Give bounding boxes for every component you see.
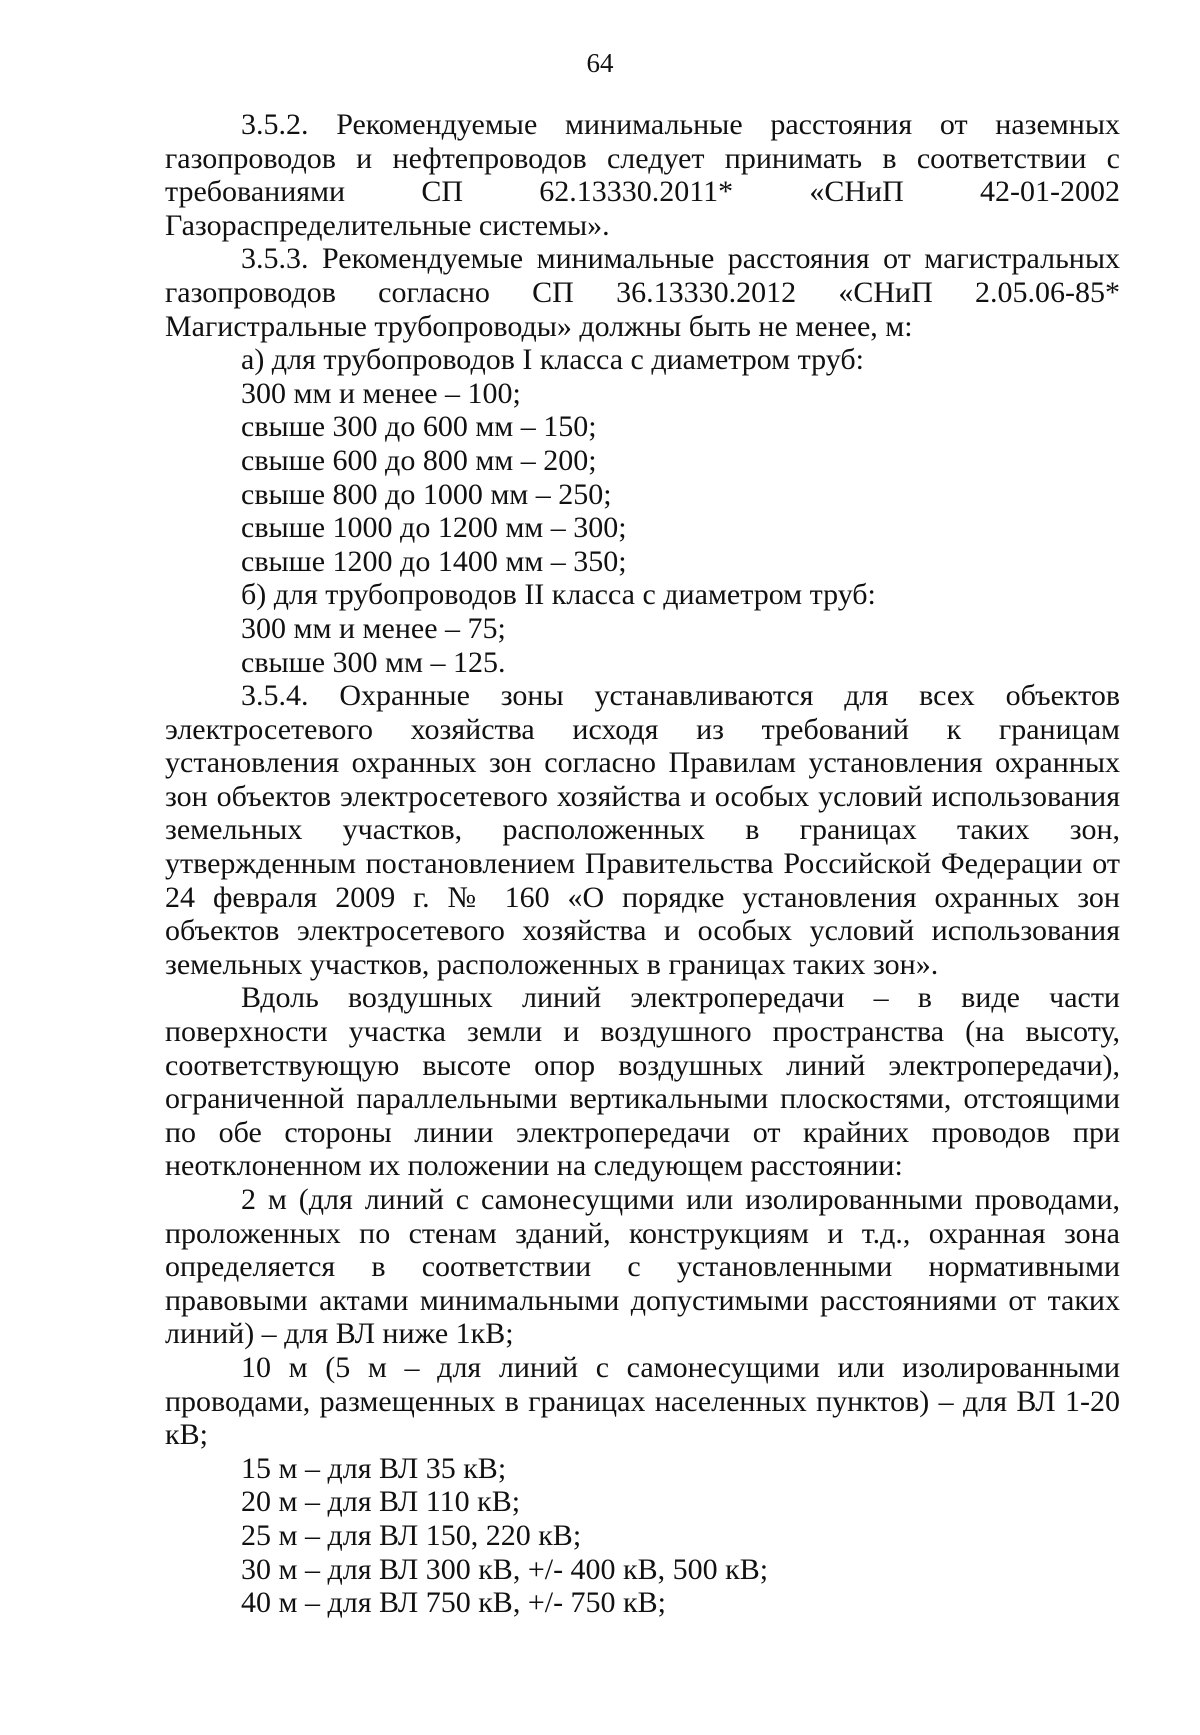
list-item: 300 мм и менее – 75; — [241, 611, 506, 645]
list-item: свыше 600 до 800 мм – 200; — [241, 443, 597, 477]
list-item-class-2-header: б) для трубопроводов II класса с диаметром труб: — [241, 578, 876, 612]
list-item: 25 м – для ВЛ 150, 220 кВ; — [241, 1518, 582, 1552]
paragraph-10m: 10 м (5 м – для линий с самонесущими или изолированными проводами, размещенных в границах населенных пунктов) – для ВЛ 1-20 кВ; — [165, 1350, 1120, 1452]
list-item: 15 м – для ВЛ 35 кВ; — [241, 1451, 507, 1485]
list-item-class-1-header: а) для трубопроводов I класса с диаметром труб: — [241, 343, 864, 377]
list-item: 30 м – для ВЛ 300 кВ, +/- 400 кВ, 500 кВ; — [241, 1552, 769, 1586]
paragraph-3-5-3: 3.5.3. Рекомендуемые минимальные расстояния от магистральных газопроводов согласно СП 36.13330.2012 «СНиП 2.05.06-85* Магистральные трубопроводы» должны быть не менее, м: — [165, 242, 1120, 343]
list-item: свыше 1000 до 1200 мм – 300; — [241, 511, 627, 545]
page-number: 64 — [586, 48, 614, 78]
list-item: свыше 300 мм – 125. — [241, 645, 506, 679]
paragraph-3-5-4: 3.5.4. Охранные зоны устанавливаются для всех объектов электросетевого хозяйства исходя из требований к границам установления охранных зон согласно Правилам установления охранных зон объектов электросетевого хозяйства и особых условий использования земельных участков, расположенных в границах таких зон, утвержденным постановлением Правительства Российской Федерации от 24 февраля 2009 г. № 160 «О порядке установления охранных зон объектов электросетевого хозяйства и особых условий использования земельных участков, расположенных в границах таких зон». — [165, 679, 1120, 981]
paragraph-3-5-2: 3.5.2. Рекомендуемые минимальные расстояния от наземных газопроводов и нефтепроводов следует принимать в соответствии с требованиями СП 62.13330.2011* «СНиП 42-01-2002 Газораспределительные системы». — [165, 108, 1120, 242]
list-item: свыше 300 до 600 мм – 150; — [241, 410, 597, 444]
list-item: 40 м – для ВЛ 750 кВ, +/- 750 кВ; — [241, 1586, 666, 1620]
list-item: 20 м – для ВЛ 110 кВ; — [241, 1485, 521, 1519]
list-item: свыше 1200 до 1400 мм – 350; — [241, 544, 627, 578]
paragraph-overhead-lines: Вдоль воздушных линий электропередачи – в виде части поверхности участка земли и воздушного пространства (на высоту, соответствующую высоте опор воздушных линий электропередачи), ограниченной параллельными вертикальными плоскостями, отстоящими по обе стороны линии электропередачи от крайних проводов при неотклоненном их положении на следующем расстоянии: — [165, 981, 1120, 1183]
paragraph-2m: 2 м (для линий с самонесущими или изолированными проводами, проложенных по стенам зданий, конструкциям и т.д., охранная зона определяется в соответствии с установленными нормативными правовыми актами минимальными допустимыми расстояниями от таких линий) – для ВЛ ниже 1кВ; — [165, 1183, 1120, 1351]
list-item: 300 мм и менее – 100; — [241, 376, 521, 410]
document-body — [165, 108, 1120, 1620]
list-item: свыше 800 до 1000 мм – 250; — [241, 477, 612, 511]
